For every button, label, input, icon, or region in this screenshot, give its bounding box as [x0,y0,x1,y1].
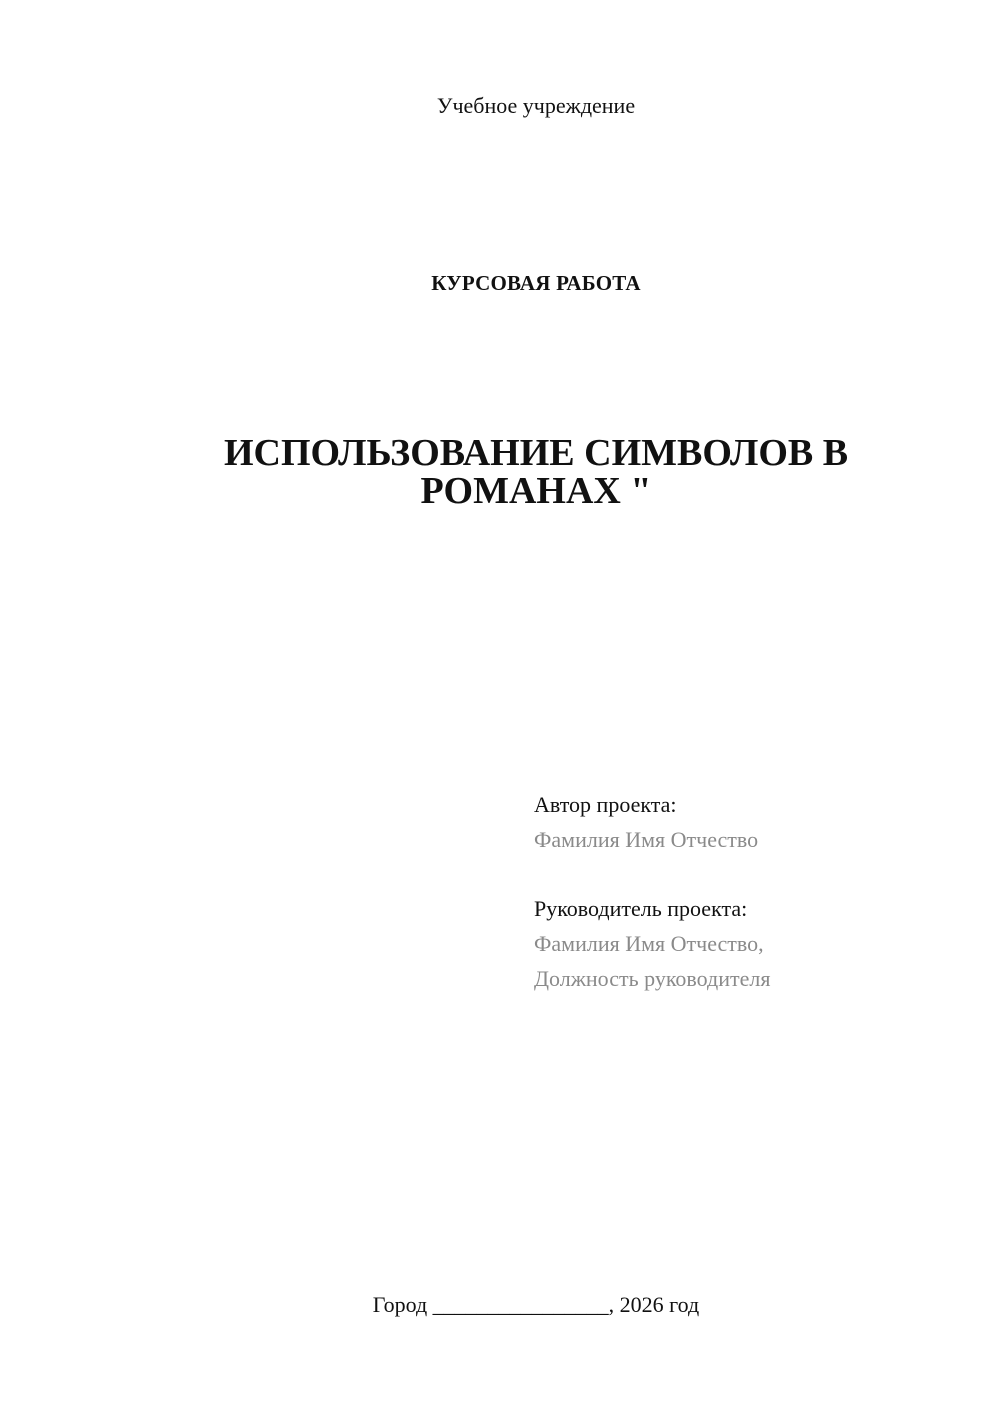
document-title [160,434,912,510]
supervisor-name: Фамилия Имя Отчество, [534,931,764,956]
supervisor-position: Должность руководителя [534,966,771,991]
work-type-heading: КУРСОВАЯ РАБОТА [431,271,641,295]
author-label: Автор проекта: [534,792,677,817]
meta-spacer [534,857,974,891]
title-line-1: ИСПОЛЬЗОВАНИЕ СИМВОЛОВ В [223,432,849,474]
institution-name: Учебное учреждение [436,93,636,118]
project-meta [534,787,974,996]
supervisor-label: Руководитель проекта: [534,896,748,921]
title-line-2: РОМАНАХ " [420,470,652,512]
city-year-footer: Город ________________, 2026 год [372,1292,700,1317]
author-name: Фамилия Имя Отчество [534,827,759,852]
